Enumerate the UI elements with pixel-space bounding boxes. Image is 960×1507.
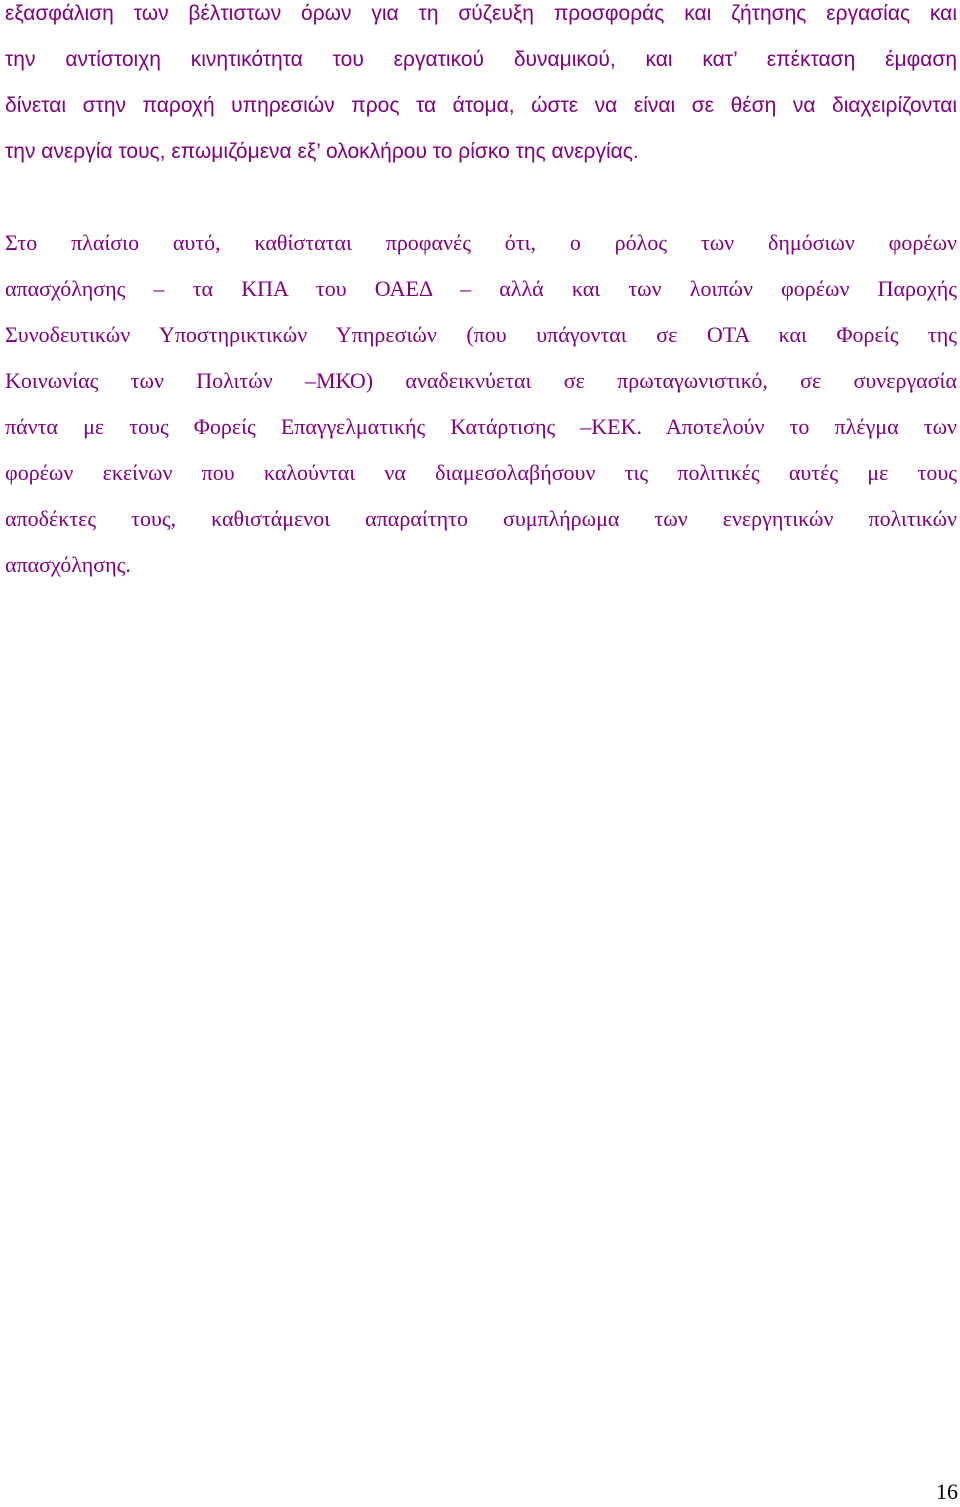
- paragraph-line: την αντίστοιχη κινητικότητα του εργατικού δυναμικού, και κατ’ επέκταση έμφαση: [5, 48, 957, 71]
- paragraph-line: Συνοδευτικών Υποστηρικτικών Υπηρεσιών (που υπάγονται σε ΟΤΑ και Φορείς της: [5, 322, 957, 347]
- paragraph-public-employment-bodies: [5, 220, 957, 588]
- page-number: 16: [936, 1479, 958, 1504]
- paragraph-line: εξασφάλιση των βέλτιστων όρων για τη σύζευξη προσφοράς και ζήτησης εργασίας και: [5, 2, 957, 25]
- paragraph-line: απασχόλησης.: [5, 552, 131, 577]
- paragraph-line: φορέων εκείνων που καλούνται να διαμεσολαβήσουν τις πολιτικές αυτές με τους: [5, 460, 957, 485]
- paragraph-employment-conditions: [5, 0, 957, 175]
- paragraph-line: δίνεται στην παροχή υπηρεσιών προς τα άτομα, ώστε να είναι σε θέση να διαχειρίζονται: [5, 94, 957, 117]
- paragraph-line: απασχόλησης – τα ΚΠΑ του ΟΑΕΔ – αλλά και των λοιπών φορέων Παροχής: [5, 276, 957, 301]
- paragraph-line: Στο πλαίσιο αυτό, καθίσταται προφανές ότι, ο ρόλος των δημόσιων φορέων: [5, 230, 957, 255]
- paragraph-line: Κοινωνίας των Πολιτών –ΜΚΟ) αναδεικνύεται σε πρωταγωνιστικό, σε συνεργασία: [5, 368, 957, 393]
- paragraph-line: πάντα με τους Φορείς Επαγγελματικής Κατάρτισης –ΚΕΚ. Αποτελούν το πλέγμα των: [5, 414, 957, 439]
- paragraph-line: αποδέκτες τους, καθιστάμενοι απαραίτητο συμπλήρωμα των ενεργητικών πολιτικών: [5, 506, 957, 531]
- paragraph-line: την ανεργία τους, επωμιζόμενα εξ’ ολοκλήρου το ρίσκο της ανεργίας.: [5, 140, 639, 163]
